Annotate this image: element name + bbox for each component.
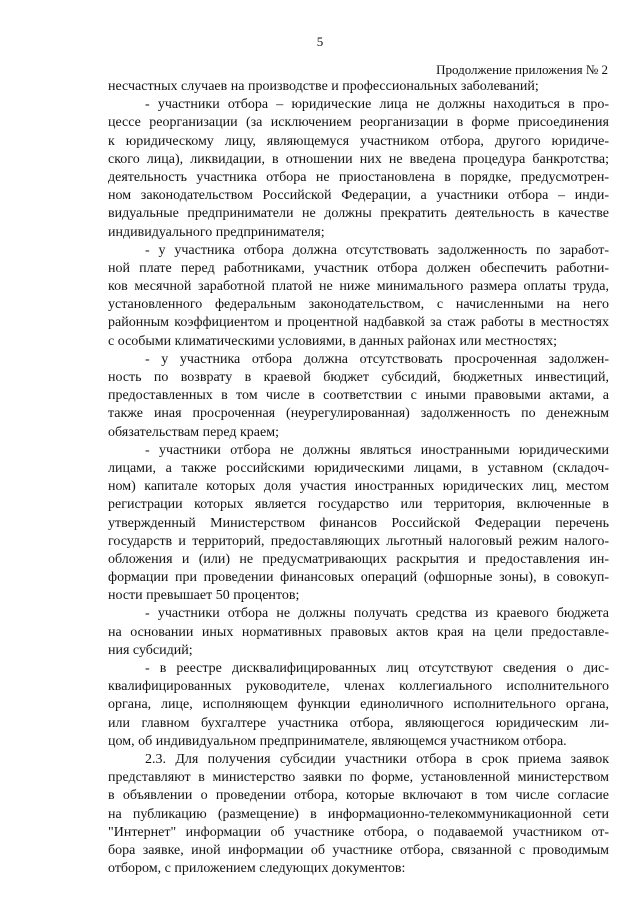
text-line: также иная просроченная (неурегулированная) задолженность по денежным [108,406,609,422]
page-number: 5 [316,34,324,49]
paragraph [108,351,609,442]
text-line: "Интернет" информации об участнике отбора, о подаваемой участником от- [108,824,609,840]
text-line: или главном бухгалтере участника отбора, являющегося юридическим ли- [108,715,609,731]
document-body [108,78,609,878]
text-line: индивидуального предпринимателя; [108,224,325,240]
text-line: в объявлении о проведении отбора, которые включают в том числе согласие [108,788,609,804]
text-line: - участники отбора не должны получать средства из краевого бюджета [145,606,609,622]
text-line: ность по возврату в краевой бюджет субсидий, бюджетных инвестиций, [108,370,609,385]
text-line: несчастных случаев на производстве и профессиональных заболеваний; [108,79,539,94]
text-line: - участники отбора – юридические лица не должны находиться в про- [145,97,609,113]
text-line: обязательствам перед краем; [108,424,279,440]
text-line: на основании иных нормативных правовых актов края на цели предоставле- [108,624,609,640]
text-line: районным коэффициентом и процентной надбавкой за стаж работы в местностях [108,315,609,331]
text-line: установленного федеральным законодательством, с начисленными на него [108,297,609,313]
text-line: ной плате перед работниками, участник отбора должен обеспечить работни- [108,260,609,276]
text-line: - участники отбора не должны являться иностранными юридическими [145,442,609,458]
paragraph [108,442,609,606]
text-line: государств и территорий, предоставляющих льготный налоговый режим налого- [108,533,609,549]
text-line: 2.3. Для получения субсидии участники отбора в срок приема заявок [145,751,609,767]
text-line: цом, об индивидуальном предпринимателе, являющемся участником отбора. [108,733,567,749]
text-line: деятельность участника отбора не приостановлена в порядке, предусмотрен- [108,169,609,185]
text-line: бора заявке, иной информации об участнике отбора, связанной с проводимым [108,842,609,858]
text-line: с особыми климатическими условиями, в данных районах или местностях; [108,333,558,349]
text-line: ков месячной заработной платой не ниже минимального размера оплаты труда, [108,279,609,295]
paragraph [108,96,609,242]
text-line: предоставленных в том числе в соответствии с иными правовыми актами, а [108,388,609,404]
text-line: ния субсидий; [108,642,193,658]
text-line: - в реестре дисквалифицированных лиц отсутствуют сведения о дис- [145,661,609,676]
text-line: лицами, а также российскими юридическими лицами, в уставном (складоч- [108,460,609,476]
paragraph [108,660,609,751]
text-line: ном законодательством Российской Федерации, а участники отбора – инди- [108,188,609,204]
paragraph [108,78,609,96]
continuation-header: Продолжение приложения № 2 [436,62,608,77]
text-line: отбором, с приложением следующих документов: [108,861,406,877]
text-line: регистрации которых является государство или территория, включенные в [108,497,609,513]
text-line: ского лица), ликвидации, в отношении них не введена процедура банкротства; [108,151,609,167]
text-line: формации при проведении финансовых операций (офшорные зоны), в совокуп- [108,570,609,586]
text-line: - у участника отбора должна отсутствовать задолженность по заработ- [145,242,609,258]
text-line: ном) капитале которых доля участия иностранных юридических лиц, местом [108,479,609,495]
text-line: на публикацию (размещение) в информационно-телекоммуникационной сети [108,806,609,822]
text-line: к юридическому лицу, являющемуся участником отбора, другого юридиче- [108,133,609,149]
paragraph [108,605,609,660]
text-line: ности превышает 50 процентов; [108,588,300,604]
text-line: - у участника отбора должна отсутствовать просроченная задолжен- [145,351,609,367]
text-line: цессе реорганизации (за исключением реорганизации в форме присоединения [108,115,609,131]
paragraph [108,751,609,878]
text-line: обложения и (или) не предусматривающих раскрытия и предоставления ин- [108,551,609,567]
text-line: органа, лице, исполняющем функции единоличного исполнительного органа, [108,697,609,713]
paragraph [108,242,609,351]
text-line: утвержденный Министерством финансов Российской Федерации перечень [108,515,609,531]
text-line: квалифицированных руководителе, членах коллегиального исполнительного [108,679,609,695]
text-line: представляют в министерство заявки по форме, установленной министерством [108,770,609,786]
text-line: видуальные предприниматели не должны прекратить деятельность в качестве [108,206,609,222]
